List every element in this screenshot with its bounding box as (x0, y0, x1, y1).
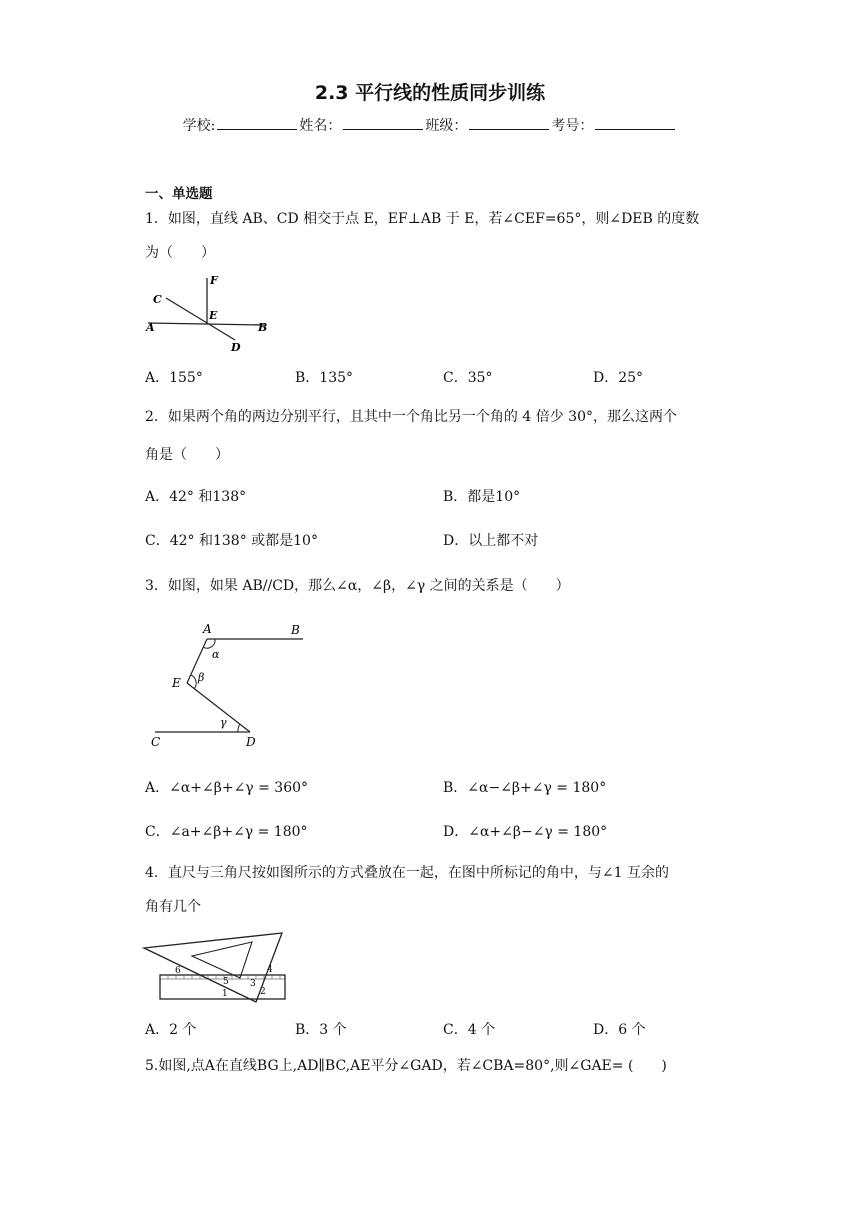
q3-line1: 3．如图，如果 AB//CD，那么∠α，∠β，∠γ 之间的关系是（ ） (145, 578, 570, 594)
q4-option-d[interactable]: D．6 个 (593, 1022, 646, 1038)
label-c: C (153, 293, 162, 306)
q3-option-d[interactable]: D．∠α+∠β−∠γ = 180° (443, 824, 608, 840)
name-blank[interactable] (343, 117, 423, 130)
student-info-line (0, 115, 860, 135)
q4-line1: 4．直尺与三角尺按如图所示的方式叠放在一起，在图中所标记的角中，与∠1 互余的 (145, 865, 669, 881)
school-blank[interactable] (217, 117, 297, 130)
segment-ed (187, 683, 250, 732)
angle-gamma-arc (238, 724, 240, 732)
q3-figure (145, 615, 315, 750)
label-gamma: γ (220, 716, 227, 729)
label-beta: β (198, 671, 205, 684)
angle-label-2: 2 (260, 987, 266, 997)
angle-label-4: 4 (267, 965, 273, 975)
label-alpha: α (212, 648, 220, 661)
label-a: A (146, 321, 155, 334)
name-label: 姓名： (299, 118, 342, 134)
class-blank[interactable] (469, 117, 549, 130)
q1-figure (140, 268, 280, 356)
q4-option-c[interactable]: C．4 个 (443, 1022, 496, 1038)
triangle-inner (192, 942, 252, 978)
q2-line2: 角是（ ） (145, 447, 229, 463)
angle-label-1: 1 (222, 989, 228, 999)
q4-line2: 角有几个 (145, 899, 201, 915)
label-a: A (203, 622, 212, 636)
q4-figure (140, 928, 290, 1004)
line-ab (148, 323, 264, 325)
q2-line1: 2．如果两个角的两边分别平行，且其中一个角比另一个角的 4 倍少 30°，那么这两个 (145, 409, 677, 425)
class-label: 班级： (425, 118, 468, 134)
q1-option-b[interactable]: B．135° (295, 370, 354, 386)
exam-no-blank[interactable] (595, 117, 675, 130)
label-f: F (210, 274, 218, 287)
q2-option-c[interactable]: C．42° 和138° 或都是10° (145, 533, 318, 549)
angle-label-6: 6 (175, 966, 181, 976)
q3-option-c[interactable]: C．∠a+∠β+∠γ = 180° (145, 824, 308, 840)
label-d: D (246, 735, 256, 749)
label-e: E (209, 309, 218, 322)
label-e: E (172, 676, 181, 690)
q4-option-a[interactable]: A．2 个 (145, 1022, 197, 1038)
label-c: C (151, 735, 161, 749)
q1-line2: 为（ ） (145, 245, 215, 261)
section-heading: 一、单选题 (145, 186, 213, 202)
q3-option-b[interactable]: B．∠α−∠β+∠γ = 180° (443, 780, 607, 796)
label-d: D (231, 341, 241, 354)
q4-option-b[interactable]: B．3 个 (295, 1022, 347, 1038)
q2-option-b[interactable]: B．都是10° (443, 489, 521, 505)
q2-option-d[interactable]: D．以上都不对 (443, 533, 539, 549)
q1-line1: 1．如图，直线 AB、CD 相交于点 E，EF⊥AB 于 E，若∠CEF=65°，则∠DEB 的度数 (145, 211, 700, 227)
label-b: B (258, 321, 268, 334)
page-title: 2.3 平行线的性质同步训练 (314, 82, 546, 104)
q3-option-a[interactable]: A．∠α+∠β+∠γ = 360° (145, 780, 309, 796)
q1-option-c[interactable]: C．35° (443, 370, 493, 386)
q1-option-d[interactable]: D．25° (593, 370, 644, 386)
label-b: B (291, 623, 300, 637)
q1-option-a[interactable]: A．155° (145, 370, 203, 386)
line-cd (166, 298, 235, 340)
q5-line1: 5.如图,点A在直线BG上,AD∥BC,AE平分∠GAD，若∠CBA=80°,则∠GAE= ( ) (145, 1058, 667, 1074)
exam-no-label: 考号： (551, 118, 594, 134)
angle-label-5: 5 (223, 977, 229, 987)
angle-label-3: 3 (250, 979, 256, 989)
school-label: 学校: (182, 118, 216, 134)
q2-option-a[interactable]: A．42° 和138° (145, 489, 247, 505)
